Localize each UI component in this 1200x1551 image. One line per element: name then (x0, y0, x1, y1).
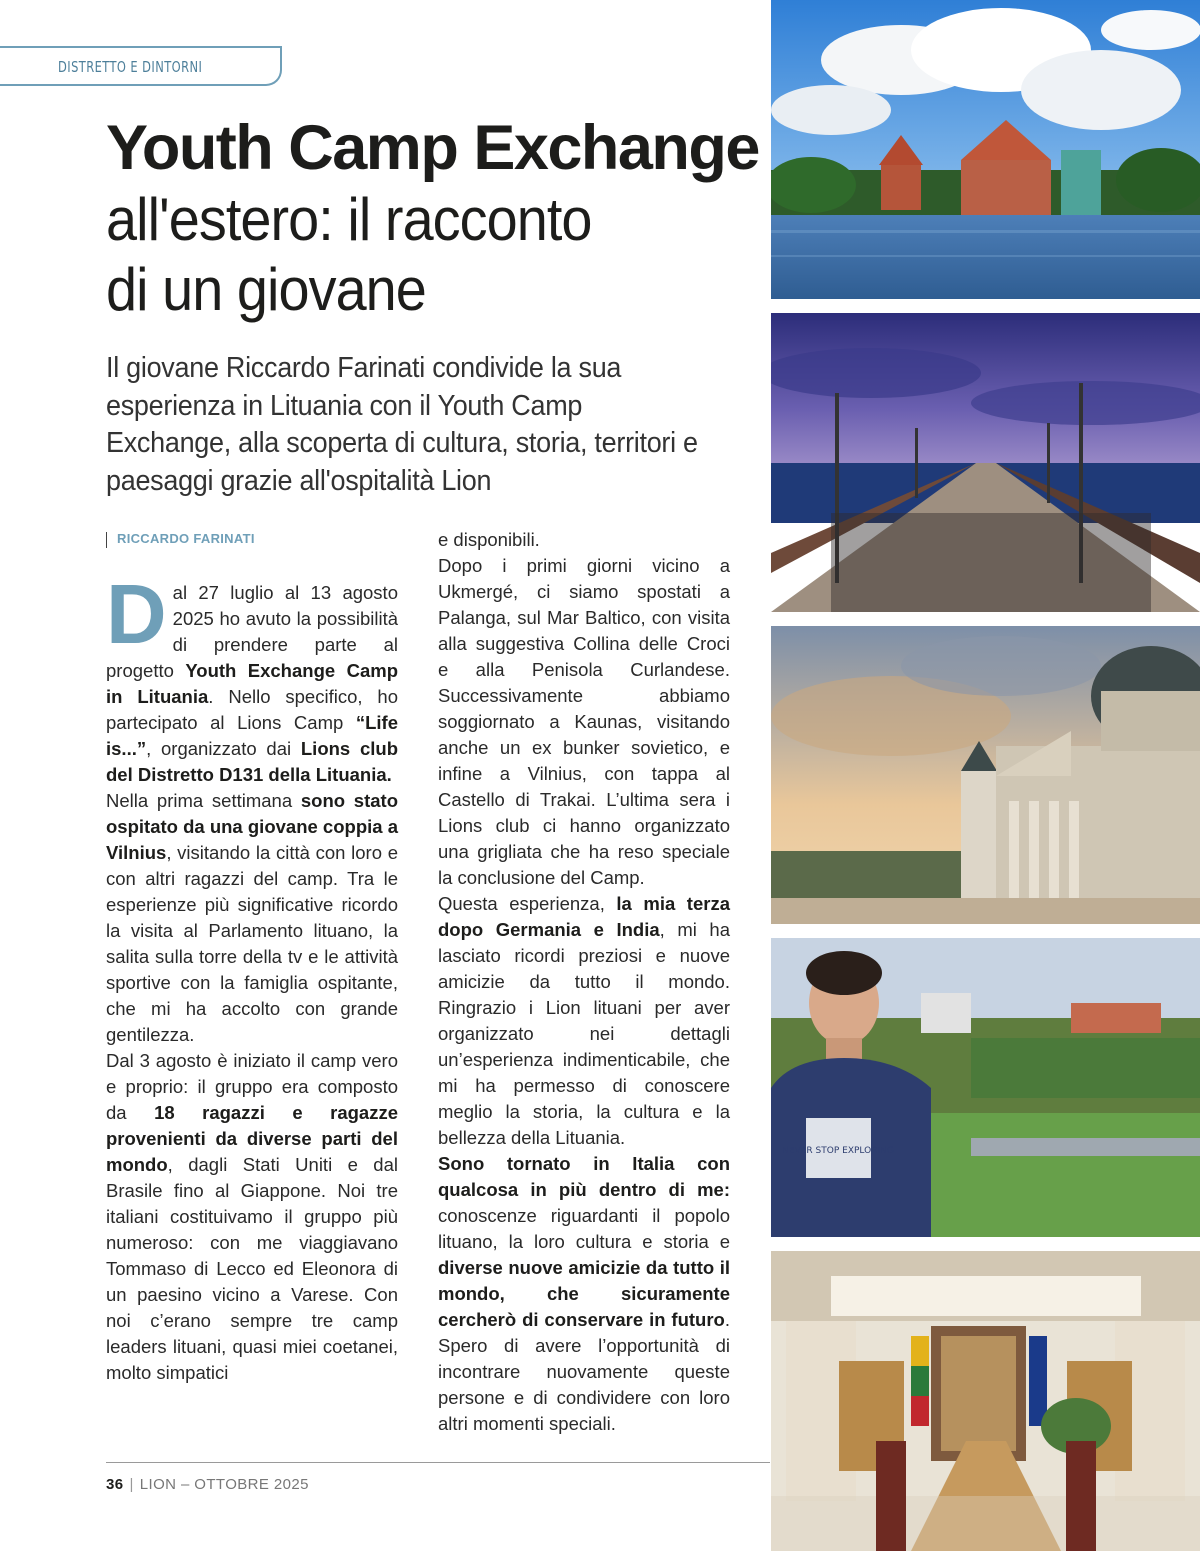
footer-separator: | (129, 1476, 134, 1493)
photo-author-vilnius-view (771, 938, 1200, 1237)
bold-run: 18 ragazzi e ragazze provenienti da diverse parti del mondo (106, 1102, 399, 1175)
photo-vilnius-cathedral (771, 626, 1200, 924)
text-run: Nella prima settimana (106, 790, 301, 811)
paragraph-3 (106, 1048, 398, 1386)
shirt-print: NEVER STOP EXPLORING (782, 1146, 894, 1156)
text-run: Dal 3 agosto è iniziato il camp vero e proprio: il gruppo era composto da (106, 1050, 398, 1123)
footer-rule (106, 1462, 770, 1463)
text-run: , visitando la città con loro e con altri ragazzi del camp. Tra le esperienze più significative ricordo la visita al Parlamento lituano, la salita sulla torre della tv e le attività sportive con la famiglia ospitante, che mi ha accolto con grande gentilezza. (106, 842, 398, 1045)
article-subtitle (106, 185, 592, 325)
page-footer (106, 1476, 309, 1493)
paragraph-1 (106, 567, 399, 788)
author-name: RICCARDO FARINATI (117, 531, 255, 546)
text-run: . Spero di avere l’opportunità di incontrare nuovamente queste persone e di condividere con loro altri momenti speciali. (438, 1309, 730, 1434)
bold-run: la mia terza dopo Germania e India (438, 893, 730, 940)
bold-run: Youth Exchange Camp in Lituania (106, 660, 398, 707)
page-number: 36 (106, 1476, 124, 1493)
subtitle-line-2: di un giovane (106, 256, 426, 323)
section-tab (0, 46, 282, 86)
article-lead: Il giovane Riccardo Farinati condivide la sua esperienza in Lituania con il Youth Camp Exchange, alla scoperta di cultura, storia, territori e paesaggi grazie all'ospitalità Lion (106, 352, 698, 497)
photo-trakai-castle (771, 0, 1200, 299)
article-title: Youth Camp Exchange (106, 113, 759, 183)
subtitle-line-1: all'estero: il racconto (106, 186, 592, 253)
body-column-right (438, 527, 730, 1437)
photo-parliament-hall (771, 1251, 1200, 1551)
text-run: conoscenze riguardanti il popolo lituano, la loro cultura e storia e (438, 1205, 730, 1252)
issue-label: LION – OTTOBRE 2025 (139, 1476, 309, 1493)
byline (106, 531, 255, 548)
paragraph-6 (438, 1151, 730, 1437)
text-run: , mi ha lasciato ricordi preziosi e nuove amicizie da tutto il mondo. Ringrazio i Lion lituani per aver organizzato nei dettagli un’esperienza indimenticabile, che mi ha permesso di conoscere meglio la storia, la cultura e la bellezza della Lituania. (438, 919, 730, 1148)
photo-palanga-pier (771, 313, 1200, 612)
section-label: DISTRETTO E DINTORNI (58, 58, 203, 76)
bold-run: diverse nuove amicizie da tutto il mondo, che sicuramente cercherò di conservare in futuro (438, 1257, 730, 1330)
paragraph-2 (106, 788, 398, 1048)
bold-run: sono stato ospitato da una giovane coppia a Vilnius (106, 790, 398, 863)
text-run: , dagli Stati Uniti e dal Brasile fino al Giappone. Noi tre italiani costituivamo il gruppo più numeroso: con me viaggiavano Tommaso di Lecco ed Eleonora di un paesino vicino a Varese. Con noi c’erano sempre tre camp leaders lituani, quasi miei coetanei, molto simpatici (106, 1154, 398, 1383)
text-run: , organizzato dai (146, 738, 301, 759)
paragraph-3-continued: e disponibili. (438, 529, 540, 550)
text-run: . Nello specifico, ho partecipato al Lions Camp (106, 686, 399, 733)
drop-cap: D (106, 567, 167, 661)
bold-run: “Life is...” (106, 712, 398, 759)
text-run: al 27 luglio al 13 agosto 2025 ho avuto la possibilità di prendere parte al progetto (106, 582, 398, 681)
byline-divider (106, 532, 107, 548)
text-run: Questa esperienza, (438, 893, 617, 914)
bold-run: Sono tornato in Italia con qualcosa in più dentro di me: (438, 1153, 730, 1200)
bold-run: Lions club del Distretto D131 della Lituania. (106, 738, 398, 785)
paragraph-5 (438, 891, 730, 1151)
body-column-left (106, 567, 399, 1386)
paragraph-4: Dopo i primi giorni vicino a Ukmergé, ci siamo spostati a Palanga, sul Mar Baltico, con visita alla suggestiva Collina delle Croci e alla Penisola Curlandese. Successivamente abbiamo soggiornato a Kaunas, visitando anche un ex bunker sovietico, e infine a Vilnius, con tappa al Castello di Trakai. L’ultima sera i Lions club ci hanno organizzato una grigliata che ha reso speciale la conclusione del Camp. (438, 555, 730, 888)
